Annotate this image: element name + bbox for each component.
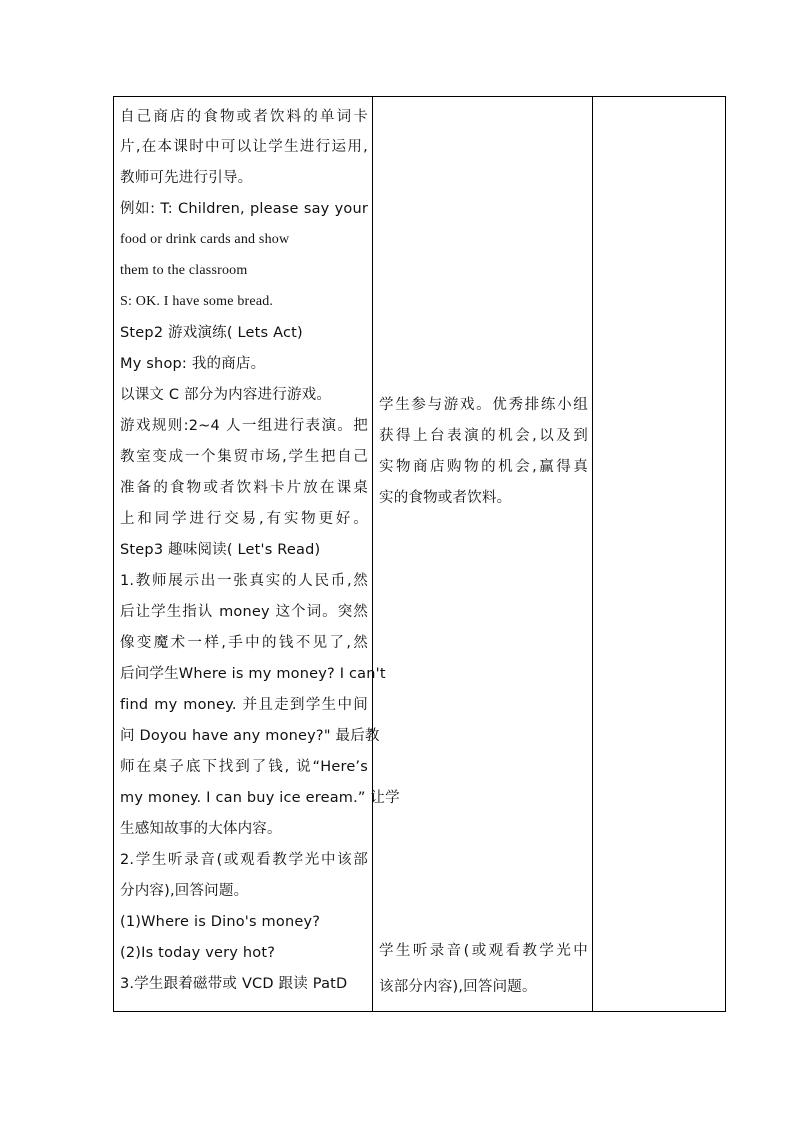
text-line: S: OK. I have some bread.: [120, 294, 274, 309]
text-line: 学生参与游戏。优秀排练小组: [379, 397, 588, 413]
text-line: 实的食物或者饮料。: [379, 490, 512, 506]
text-line: (1)Where is Dino's money?: [120, 914, 321, 930]
text-line: my money. I can buy ice eream.” 让学: [120, 790, 400, 806]
text-line: Step2 游戏演练( Lets Act): [120, 325, 303, 341]
teacher-activity-cell: [114, 97, 400, 1012]
text-line: 准备的食物或者饮料卡片放在课桌: [120, 480, 368, 496]
text-line: (2)Is today very hot?: [120, 945, 276, 961]
text-line: Step3 趣味阅读( Let's Read): [120, 542, 321, 558]
text-line: 以课文 C 部分为内容进行游戏。: [120, 387, 332, 403]
text-line: My shop: 我的商店。: [120, 356, 266, 372]
text-line: 教室变成一个集贸市场,学生把自己: [120, 449, 368, 465]
text-line: 问 Doyou have any money?" 最后教: [120, 728, 380, 744]
text-line: them to the classroom: [120, 263, 248, 278]
text-line: 片,在本课时中可以让学生进行运用,: [120, 139, 368, 155]
text-line: 后让学生指认 money 这个词。突然: [120, 604, 368, 620]
text-line: 上和同学进行交易,有实物更好。: [120, 511, 368, 527]
table-row: [114, 97, 726, 1012]
text-line: 后问学生Where is my money? I can't: [120, 666, 386, 682]
text-line: 1.教师展示出一张真实的人民币,然: [120, 573, 368, 589]
text-line: 游戏规则:2~4 人一组进行表演。把: [120, 418, 368, 434]
text-line: 实物商店购物的机会,赢得真: [379, 459, 588, 475]
text-line: food or drink cards and show: [120, 232, 290, 247]
text-line: 教师可先进行引导。: [120, 170, 253, 186]
teacher-activity-text: [114, 97, 400, 1011]
text-line: 分内容),回答问题。: [120, 883, 249, 899]
text-line: 该部分内容),回答问题。: [379, 979, 537, 995]
text-line: find my money. 并且走到学生中间: [120, 697, 368, 713]
student-activity-cell: [373, 97, 593, 1012]
text-line: 2.学生听录音(或观看教学光中该部: [120, 852, 368, 868]
notes-text: [593, 97, 725, 1011]
lesson-plan-table: [113, 96, 726, 1012]
text-line: 师在桌子底下找到了钱, 说“Here’s: [120, 759, 368, 775]
text-line: 获得上台表演的机会,以及到: [379, 428, 588, 444]
text-line: 例如: T: Children, please say your: [120, 201, 368, 217]
student-activity-text: [373, 97, 592, 1011]
notes-cell: [593, 97, 726, 1012]
text-line: 3.学生跟着磁带或 VCD 跟读 PatD: [120, 976, 348, 992]
text-line: 自己商店的食物或者饮料的单词卡: [120, 109, 368, 125]
text-line: 学生听录音(或观看教学光中: [379, 943, 588, 959]
text-line: 生感知故事的大体内容。: [120, 821, 282, 837]
text-line: 像变魔术一样,手中的钱不见了,然: [120, 635, 368, 651]
